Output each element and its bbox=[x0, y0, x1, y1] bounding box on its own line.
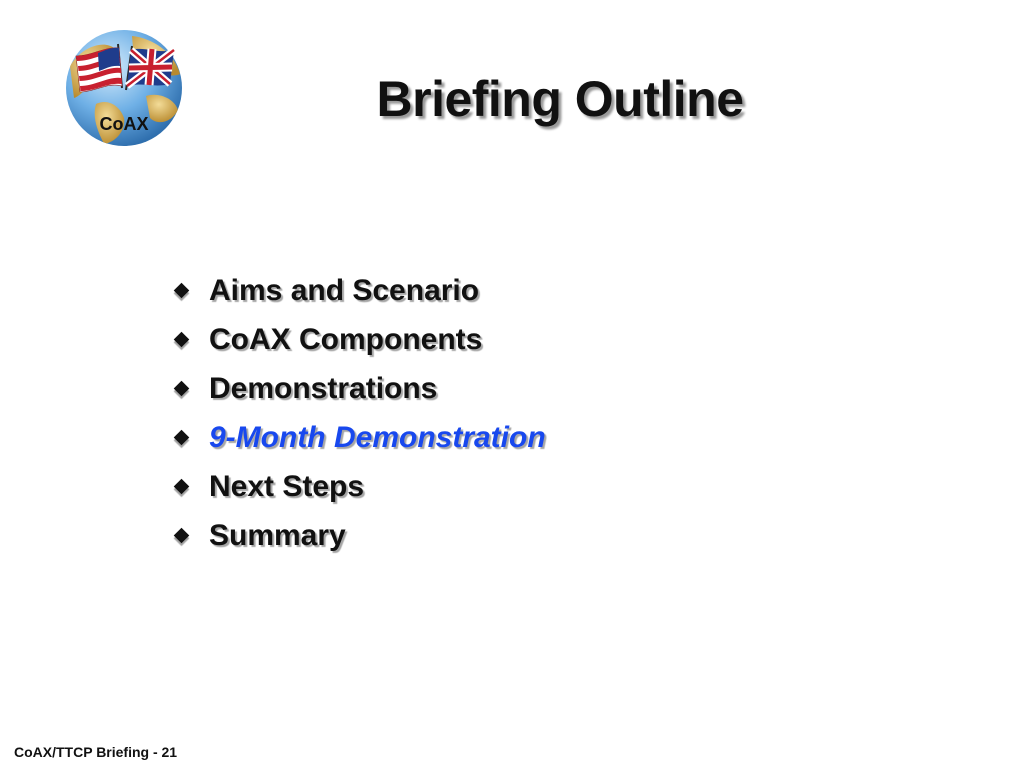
outline-item-label: CoAX Components bbox=[209, 322, 483, 356]
outline-item bbox=[172, 315, 546, 364]
outline-item bbox=[172, 462, 546, 511]
diamond-bullet-icon bbox=[174, 479, 190, 495]
outline-item-current bbox=[172, 413, 546, 462]
diamond-bullet-icon bbox=[174, 528, 190, 544]
diamond-bullet-icon bbox=[174, 430, 190, 446]
outline-item-label: Next Steps bbox=[209, 469, 365, 503]
outline-item-label: Aims and Scenario bbox=[209, 273, 480, 307]
diamond-bullet-icon bbox=[174, 381, 190, 397]
outline-item-label: Summary bbox=[209, 518, 346, 552]
slide-title: Briefing Outline bbox=[376, 71, 744, 127]
diamond-bullet-icon bbox=[174, 332, 190, 348]
slide-footer: CoAX/TTCP Briefing - 21 bbox=[14, 744, 178, 760]
outline-item bbox=[172, 364, 546, 413]
diamond-bullet-icon bbox=[174, 283, 190, 299]
uk-flag-icon bbox=[127, 49, 174, 86]
outline-list bbox=[172, 266, 546, 560]
outline-item-label-current: 9-Month Demonstration bbox=[209, 420, 546, 454]
globe-icon bbox=[62, 26, 186, 150]
logo-text: CoAX bbox=[99, 114, 149, 134]
outline-item bbox=[172, 511, 546, 560]
coax-logo bbox=[62, 26, 186, 150]
outline-item bbox=[172, 266, 546, 315]
outline-item-label: Demonstrations bbox=[209, 371, 438, 405]
